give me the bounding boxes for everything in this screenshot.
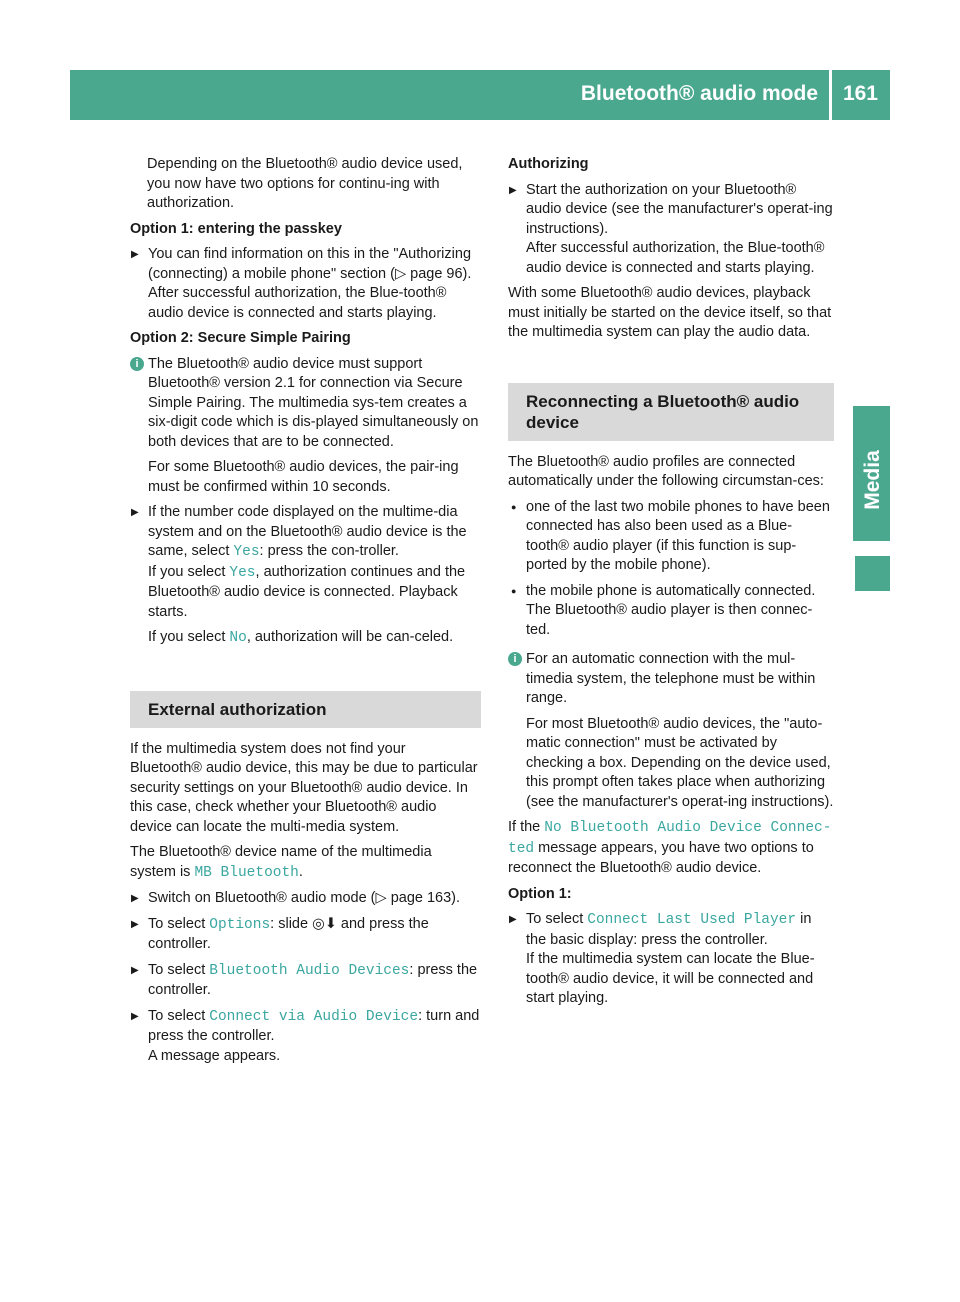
- info2-text-a: For an automatic connection with the mul-timedia system, the telephone must be within range.: [526, 651, 816, 706]
- ext-step-4-after: A message appears.: [148, 1047, 281, 1064]
- pairing-no-text-end: , authorization will be can-celed.: [246, 629, 454, 645]
- external-auth-para: If the multimedia system does not find your Bluetooth® audio device, this may be due to particular security settings on your Bluetooth® audio device. In this case, check whether your Bluetooth® audio device can locate the multi-media system.: [130, 740, 478, 835]
- opt1-step-text: To select: [526, 911, 588, 927]
- opt1-step: [508, 910, 834, 1009]
- reconnect-heading: Reconnecting a Bluetooth® audio device: [508, 383, 834, 441]
- pairing-no-line: [148, 628, 481, 649]
- yes-option: Yes: [233, 544, 260, 560]
- message-para-text: If the: [508, 819, 545, 835]
- authorizing-step: [508, 181, 834, 279]
- bt-audio-devices-item: Bluetooth Audio Devices: [209, 962, 410, 979]
- side-tab-label-wrap: [855, 440, 890, 520]
- ext-step-4: [130, 1007, 481, 1067]
- ext-step-4-end: : turn and press the controller.: [148, 1007, 480, 1044]
- page-header: [70, 70, 890, 120]
- opt1-step-end: in the basic display: press the controller.: [526, 911, 812, 948]
- left-column: [130, 155, 481, 1072]
- info-block-2: [508, 650, 834, 812]
- ext-step-1: ▶ Switch on Bluetooth® audio mode (▷ page 163).: [130, 889, 481, 909]
- header-title: Bluetooth® audio mode: [580, 82, 818, 105]
- pairing-no-text: If you select: [148, 629, 230, 645]
- pairing-step-text: If the number code displayed on the multime-dia system and on the Bluetooth® audio device is the same, select: [148, 504, 467, 559]
- opt1-after-text: If the multimedia system can locate the Blue-tooth® audio device, it will be connected and start playing.: [526, 951, 815, 1006]
- right-column: [508, 155, 834, 1015]
- option2-heading: Option 2: Secure Simple Pairing: [130, 330, 351, 346]
- options-menu-item: Options: [209, 916, 271, 933]
- info-icon: i: [508, 652, 522, 666]
- authorizing-step-text: Start the authorization on your Bluetooth® audio device (see the manufacturer's operat-ing instructions).: [526, 181, 833, 237]
- info-block-1: [130, 355, 481, 498]
- header-separator: [829, 70, 832, 120]
- message-para: [508, 818, 834, 879]
- device-name-text: The Bluetooth® device name of the multimedia system is: [130, 844, 432, 880]
- info1-text-a: The Bluetooth® audio device must support Bluetooth® version 2.1 for connection via Secure Simple Pairing. The multimedia sys-tem creates a six-digit code which is dis-played simultaneously on both devices that are to be connected.: [148, 355, 479, 450]
- yes-option-2: Yes: [229, 564, 256, 581]
- ext-step-2-end: : slide ◎⬇ and press the controller.: [148, 915, 429, 952]
- pairing-yes-text: If you select: [148, 563, 230, 580]
- connect-via-audio-item: Connect via Audio Device: [209, 1008, 419, 1025]
- info1-text-b: For some Bluetooth® audio devices, the pair-ing must be confirmed within 10 seconds.: [148, 459, 459, 495]
- ext-step-2: [130, 915, 481, 955]
- connect-last-player-item: Connect Last Used Player: [587, 912, 797, 928]
- pairing-step-text-end: : press the con-troller.: [259, 543, 399, 559]
- option1-step-text: You can find information on this in the "Authorizing (connecting) a mobile phone" section (▷ page 96).: [148, 246, 472, 282]
- ext-step-2-text: To select: [148, 915, 210, 932]
- page-number: 161: [842, 82, 878, 105]
- reconnect-para: The Bluetooth® audio profiles are connected automatically under the following circumstan-ces:: [508, 453, 824, 489]
- side-tab-block: [855, 556, 890, 591]
- reconnect-bullet-2: ● the mobile phone is automatically connected. The Bluetooth® audio player is then connec-ted.: [508, 582, 834, 641]
- reconnect-bullet-1: ● one of the last two mobile phones to have been connected has also been used as a Blue-tooth® audio player (if this function is sup-ported by the mobile phone).: [508, 498, 834, 576]
- message-para-end: message appears, you have two options to reconnect the Bluetooth® audio device.: [508, 839, 814, 876]
- option1-step: [130, 245, 481, 323]
- ext-step-3: [130, 961, 481, 1001]
- device-name-end: .: [298, 863, 303, 880]
- side-tab-label: Media: [860, 450, 884, 510]
- pairing-step: [130, 503, 481, 649]
- ext-step-3-text: To select: [148, 961, 210, 978]
- authorizing-heading: Authorizing: [508, 156, 589, 172]
- ext-step-3-end: : press the controller.: [148, 961, 478, 998]
- intro-text: Depending on the Bluetooth® audio device used, you now have two options for continu-ing with authorization.: [147, 156, 463, 211]
- opt1-heading: Option 1:: [508, 885, 572, 902]
- info2-text-b: For most Bluetooth® audio devices, the "auto-matic connection" must be activated by checking a box. Depending on the device used, this prompt often takes place when authorizing (see the manufacturer's operat-ing instructions).: [526, 715, 834, 810]
- no-device-message: No Bluetooth Audio Device Connec-ted: [508, 820, 832, 857]
- authorizing-after-text: After successful authorization, the Blue-tooth® audio device is connected and starts playing.: [526, 240, 825, 276]
- device-name-value: MB Bluetooth: [194, 864, 299, 881]
- no-option: No: [229, 630, 247, 646]
- pairing-yes-text-end: , authorization continues and the Bluetooth® audio device is connected. Playback starts.: [148, 563, 466, 620]
- option1-heading: Option 1: entering the passkey: [130, 220, 342, 237]
- device-name-para: [130, 843, 481, 883]
- info-icon: i: [130, 357, 144, 371]
- external-auth-heading: External authorization: [130, 691, 481, 728]
- playback-para: With some Bluetooth® audio devices, playback must initially be started on the device itself, so that the multimedia system can play the audio data.: [508, 285, 832, 340]
- ext-step-4-text: To select: [148, 1007, 210, 1024]
- option1-after-text: After successful authorization, the Blue-tooth® audio device is connected and starts playing.: [148, 285, 447, 321]
